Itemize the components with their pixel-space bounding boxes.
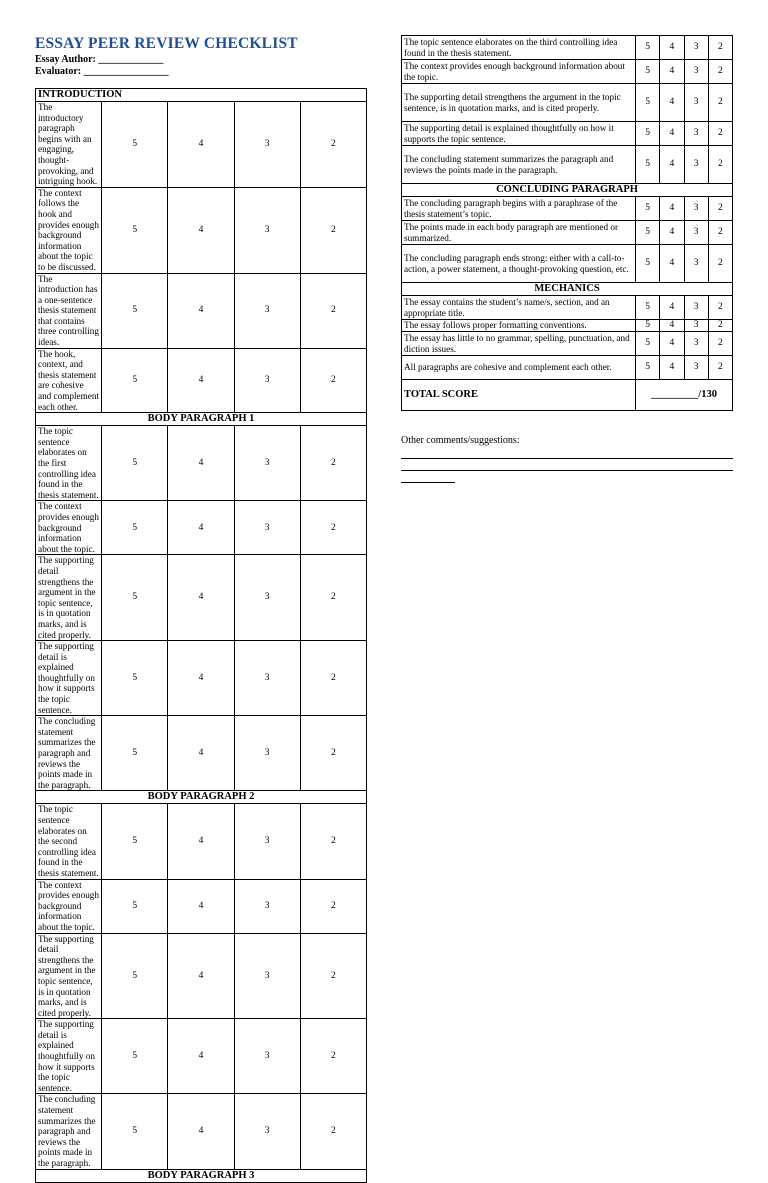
section-header: BODY PARAGRAPH 2 — [36, 791, 367, 804]
criteria-row — [36, 348, 367, 413]
criteria-row — [36, 933, 367, 1019]
score-option-5[interactable]: 5 — [102, 187, 168, 273]
score-option-4[interactable]: 4 — [168, 501, 234, 555]
score-option-2[interactable]: 2 — [300, 273, 366, 348]
criteria-row — [36, 1019, 367, 1094]
criteria-row — [36, 273, 367, 348]
essay-author-field: Essay Author: _____________ — [35, 54, 164, 65]
score-option-4[interactable]: 4 — [660, 122, 684, 146]
score-option-2[interactable]: 2 — [708, 146, 732, 184]
score-option-2[interactable]: 2 — [708, 60, 732, 84]
comments-section — [401, 435, 733, 483]
criteria-text: The points made in each body paragraph are mentioned or summarized. — [402, 221, 636, 245]
total-score-label: TOTAL SCORE — [402, 380, 636, 411]
score-option-5[interactable]: 5 — [102, 641, 168, 716]
score-option-3[interactable]: 3 — [684, 332, 708, 356]
score-option-3[interactable]: 3 — [234, 273, 300, 348]
criteria-row — [402, 197, 733, 221]
criteria-row — [36, 102, 367, 188]
score-option-3[interactable]: 3 — [684, 296, 708, 320]
score-option-2[interactable]: 2 — [300, 555, 366, 641]
section-header: MECHANICS — [402, 283, 733, 296]
right-column — [401, 35, 733, 483]
criteria-row — [402, 221, 733, 245]
score-option-3[interactable]: 3 — [234, 879, 300, 933]
score-option-4[interactable]: 4 — [168, 879, 234, 933]
score-option-5[interactable]: 5 — [636, 356, 660, 380]
criteria-row — [402, 146, 733, 184]
score-option-5[interactable]: 5 — [636, 245, 660, 283]
score-option-3[interactable]: 3 — [234, 641, 300, 716]
score-option-2[interactable]: 2 — [300, 501, 366, 555]
criteria-row — [36, 1094, 367, 1169]
score-option-3[interactable]: 3 — [234, 555, 300, 641]
score-option-4[interactable]: 4 — [660, 197, 684, 221]
score-option-5[interactable]: 5 — [102, 426, 168, 501]
score-option-5[interactable]: 5 — [636, 221, 660, 245]
score-option-5[interactable]: 5 — [636, 296, 660, 320]
criteria-text: The essay has little to no grammar, spelling, punctuation, and diction issues. — [402, 332, 636, 356]
criteria-text: The essay follows proper formatting conventions. — [402, 320, 636, 332]
score-option-2[interactable]: 2 — [708, 245, 732, 283]
score-option-5[interactable]: 5 — [102, 933, 168, 1019]
score-option-4[interactable]: 4 — [168, 273, 234, 348]
section-header-row — [36, 413, 367, 426]
score-option-4[interactable]: 4 — [168, 933, 234, 1019]
score-option-5[interactable]: 5 — [102, 273, 168, 348]
criteria-row — [36, 716, 367, 791]
score-option-5[interactable]: 5 — [102, 879, 168, 933]
left-column — [35, 35, 367, 1183]
score-option-5[interactable]: 5 — [102, 716, 168, 791]
criteria-text: The hook, context, and thesis statement are cohesive and complement each other. — [36, 348, 102, 413]
score-option-3[interactable]: 3 — [234, 348, 300, 413]
score-option-5[interactable]: 5 — [102, 555, 168, 641]
score-option-3[interactable]: 3 — [684, 122, 708, 146]
section-header-row — [36, 791, 367, 804]
section-header: BODY PARAGRAPH 3 — [36, 1169, 367, 1182]
score-option-2[interactable]: 2 — [708, 332, 732, 356]
score-option-3[interactable]: 3 — [684, 60, 708, 84]
score-option-4[interactable]: 4 — [168, 1094, 234, 1169]
score-option-5[interactable]: 5 — [636, 197, 660, 221]
checklist-table-left — [35, 88, 367, 1183]
score-option-4[interactable]: 4 — [660, 332, 684, 356]
comment-line[interactable] — [401, 459, 733, 471]
score-option-3[interactable]: 3 — [234, 1019, 300, 1094]
score-option-2[interactable]: 2 — [300, 426, 366, 501]
score-option-3[interactable]: 3 — [684, 84, 708, 122]
criteria-text: The supporting detail strengthens the argument in the topic sentence, is in quotation marks, and is cited properly. — [36, 555, 102, 641]
criteria-row — [402, 84, 733, 122]
score-option-3[interactable]: 3 — [234, 804, 300, 879]
criteria-text: The concluding statement summarizes the paragraph and reviews the points made in the paragraph. — [36, 716, 102, 791]
score-option-4[interactable]: 4 — [168, 187, 234, 273]
section-header-row — [402, 184, 733, 197]
score-option-4[interactable]: 4 — [168, 641, 234, 716]
criteria-text: The supporting detail is explained thoughtfully on how it supports the topic sentence. — [402, 122, 636, 146]
section-header: CONCLUDING PARAGRAPH — [402, 184, 733, 197]
criteria-row — [36, 555, 367, 641]
criteria-text: The topic sentence elaborates on the second controlling idea found in the thesis statement. — [36, 804, 102, 879]
score-option-3[interactable]: 3 — [234, 187, 300, 273]
score-option-5[interactable]: 5 — [636, 60, 660, 84]
score-option-2[interactable]: 2 — [708, 296, 732, 320]
score-option-4[interactable]: 4 — [660, 296, 684, 320]
score-option-3[interactable]: 3 — [684, 320, 708, 332]
score-option-3[interactable]: 3 — [234, 426, 300, 501]
criteria-row — [402, 296, 733, 320]
score-option-3[interactable]: 3 — [234, 716, 300, 791]
score-option-5[interactable]: 5 — [636, 320, 660, 332]
score-option-5[interactable]: 5 — [636, 36, 660, 60]
comments-label: Other comments/suggestions: — [401, 435, 520, 446]
score-option-4[interactable]: 4 — [660, 36, 684, 60]
criteria-text: The essay contains the student’s name/s, section, and an appropriate title. — [402, 296, 636, 320]
criteria-text: All paragraphs are cohesive and complement each other. — [402, 356, 636, 380]
score-option-2[interactable]: 2 — [300, 804, 366, 879]
criteria-row — [36, 426, 367, 501]
score-option-4[interactable]: 4 — [660, 356, 684, 380]
criteria-text: The introductory paragraph begins with an engaging, thought-provoking, and intriguing hook. — [36, 102, 102, 188]
criteria-row — [36, 641, 367, 716]
criteria-row — [402, 356, 733, 380]
comment-line[interactable] — [401, 447, 733, 459]
score-option-4[interactable]: 4 — [168, 102, 234, 188]
score-option-5[interactable]: 5 — [102, 1094, 168, 1169]
total-score-value[interactable]: _________/130 — [636, 380, 733, 411]
score-option-3[interactable]: 3 — [684, 197, 708, 221]
criteria-row — [402, 122, 733, 146]
criteria-text: The topic sentence elaborates on the first controlling idea found in the thesis statement. — [36, 426, 102, 501]
score-option-4[interactable]: 4 — [660, 60, 684, 84]
criteria-text: The context follows the hook and provides enough background information about the topic to be discussed. — [36, 187, 102, 273]
score-option-2[interactable]: 2 — [300, 1019, 366, 1094]
score-option-5[interactable]: 5 — [102, 1019, 168, 1094]
section-header-row — [36, 1169, 367, 1182]
criteria-text: The supporting detail is explained thoughtfully on how it supports the topic sentence. — [36, 641, 102, 716]
criteria-row — [402, 245, 733, 283]
score-option-4[interactable]: 4 — [660, 221, 684, 245]
score-option-5[interactable]: 5 — [636, 146, 660, 184]
page-title: ESSAY PEER REVIEW CHECKLIST — [35, 35, 298, 52]
score-option-4[interactable]: 4 — [660, 245, 684, 283]
section-header-row — [402, 283, 733, 296]
score-option-4[interactable]: 4 — [168, 555, 234, 641]
section-header-row — [36, 89, 367, 102]
criteria-text: The supporting detail strengthens the argument in the topic sentence, is in quotation marks, and is cited properly. — [36, 933, 102, 1019]
score-option-3[interactable]: 3 — [684, 146, 708, 184]
score-option-4[interactable]: 4 — [168, 348, 234, 413]
score-option-4[interactable]: 4 — [660, 146, 684, 184]
criteria-text: The supporting detail strengthens the argument in the topic sentence, is in quotation marks, and is cited properly. — [402, 84, 636, 122]
score-option-2[interactable]: 2 — [300, 879, 366, 933]
section-header: INTRODUCTION — [36, 89, 367, 102]
comment-line[interactable] — [401, 471, 455, 483]
total-score-row — [402, 380, 733, 411]
score-option-3[interactable]: 3 — [234, 102, 300, 188]
score-option-3[interactable]: 3 — [684, 245, 708, 283]
criteria-text: The concluding paragraph begins with a paraphrase of the thesis statement’s topic. — [402, 197, 636, 221]
criteria-row — [36, 187, 367, 273]
criteria-row — [402, 60, 733, 84]
criteria-row — [402, 332, 733, 356]
score-option-2[interactable]: 2 — [708, 320, 732, 332]
score-option-3[interactable]: 3 — [234, 501, 300, 555]
score-option-4[interactable]: 4 — [660, 320, 684, 332]
score-option-3[interactable]: 3 — [234, 933, 300, 1019]
score-option-3[interactable]: 3 — [684, 221, 708, 245]
score-option-2[interactable]: 2 — [708, 122, 732, 146]
criteria-text: The introduction has a one-sentence thesis statement that contains three controlling ideas. — [36, 273, 102, 348]
criteria-row — [36, 879, 367, 933]
score-option-2[interactable]: 2 — [300, 102, 366, 188]
criteria-row — [402, 320, 733, 332]
score-option-3[interactable]: 3 — [234, 1094, 300, 1169]
criteria-text: The context provides enough background information about the topic. — [36, 501, 102, 555]
section-header: BODY PARAGRAPH 1 — [36, 413, 367, 426]
criteria-text: The supporting detail is explained thoughtfully on how it supports the topic sentence. — [36, 1019, 102, 1094]
checklist-table-right — [401, 35, 733, 411]
score-option-5[interactable]: 5 — [102, 501, 168, 555]
score-option-2[interactable]: 2 — [300, 641, 366, 716]
score-option-4[interactable]: 4 — [168, 1019, 234, 1094]
score-option-2[interactable]: 2 — [708, 197, 732, 221]
score-option-2[interactable]: 2 — [300, 187, 366, 273]
criteria-text: The concluding statement summarizes the paragraph and reviews the points made in the paragraph. — [402, 146, 636, 184]
score-option-4[interactable]: 4 — [168, 716, 234, 791]
criteria-row — [402, 36, 733, 60]
score-option-3[interactable]: 3 — [684, 36, 708, 60]
score-option-2[interactable]: 2 — [300, 1094, 366, 1169]
evaluator-field: Evaluator: _________________ — [35, 66, 169, 77]
score-option-4[interactable]: 4 — [660, 84, 684, 122]
criteria-text: The context provides enough background information about the topic. — [402, 60, 636, 84]
criteria-text: The context provides enough background information about the topic. — [36, 879, 102, 933]
score-option-2[interactable]: 2 — [300, 933, 366, 1019]
score-option-4[interactable]: 4 — [168, 426, 234, 501]
score-option-5[interactable]: 5 — [636, 122, 660, 146]
score-option-2[interactable]: 2 — [708, 84, 732, 122]
criteria-text: The concluding statement summarizes the paragraph and reviews the points made in the paragraph. — [36, 1094, 102, 1169]
score-option-2[interactable]: 2 — [300, 348, 366, 413]
score-option-5[interactable]: 5 — [102, 348, 168, 413]
criteria-row — [36, 804, 367, 879]
criteria-text: The concluding paragraph ends strong: either with a call-to-action, a power statement, a thought-provoking question, etc. — [402, 245, 636, 283]
score-option-5[interactable]: 5 — [636, 332, 660, 356]
criteria-text: The topic sentence elaborates on the third controlling idea found in the thesis statement. — [402, 36, 636, 60]
score-option-5[interactable]: 5 — [102, 804, 168, 879]
score-option-2[interactable]: 2 — [708, 356, 732, 380]
score-option-5[interactable]: 5 — [102, 102, 168, 188]
score-option-3[interactable]: 3 — [684, 356, 708, 380]
score-option-2[interactable]: 2 — [708, 221, 732, 245]
criteria-row — [36, 501, 367, 555]
score-option-2[interactable]: 2 — [708, 36, 732, 60]
score-option-5[interactable]: 5 — [636, 84, 660, 122]
score-option-2[interactable]: 2 — [300, 716, 366, 791]
score-option-4[interactable]: 4 — [168, 804, 234, 879]
